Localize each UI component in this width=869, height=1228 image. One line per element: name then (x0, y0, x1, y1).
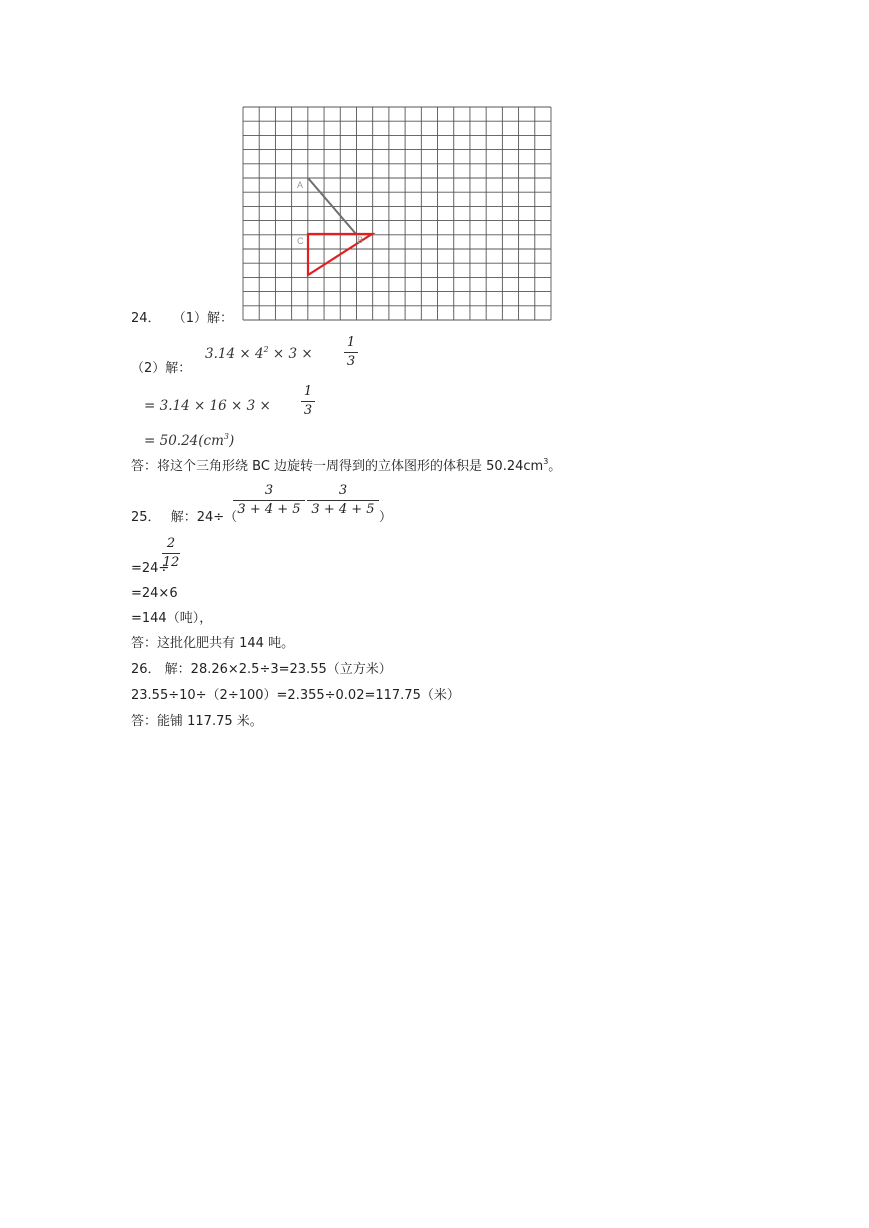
q24-part2: （2）解： (131, 361, 192, 376)
q24-heading (131, 312, 233, 325)
fraction-bar (233, 500, 305, 501)
label-b: B (357, 235, 364, 245)
grid-figure (242, 106, 552, 322)
q24-line1-exp: 2 (263, 345, 269, 354)
q25-lead: 解：24÷（ (170, 510, 238, 525)
q25-step3: =144（吨）， (131, 611, 213, 626)
q25-step1: =24÷ (131, 561, 170, 576)
fraction-denominator: 3 (303, 403, 313, 418)
fraction-numerator: 1 (346, 335, 356, 350)
q24-answer-suffix: 。 (548, 459, 562, 474)
q25-step1-fraction (162, 536, 180, 571)
q24-line3-expr: = 50.24(cm (144, 433, 224, 449)
q25-fraction-1 (233, 483, 305, 518)
q25-heading (131, 511, 237, 524)
fraction-numerator: 2 (166, 536, 176, 551)
fraction-denominator: 3 (346, 354, 356, 369)
fraction-denominator: 3 + 4 + 5 (311, 502, 375, 517)
label-c: C (297, 236, 304, 246)
q24-line3 (144, 432, 235, 449)
fraction-denominator: 12 (162, 555, 180, 570)
q26-answer: 答：能铺 117.75 米。 (131, 714, 263, 729)
label-a: A (297, 180, 304, 190)
q26-line2: 23.55÷10÷（2÷100）=2.355÷0.02=117.75（米） (131, 688, 460, 703)
q24-part1: （1）解： (172, 311, 233, 326)
q24-line1 (205, 345, 313, 362)
fraction-numerator: 3 (264, 483, 274, 498)
grid-lines (243, 107, 551, 320)
q24-line2: = 3.14 × 16 × 3 × (144, 398, 271, 414)
q25-step2: =24×6 (131, 586, 178, 601)
q26-line1: 26． 解：28.26×2.5÷3=23.55（立方米） (131, 662, 392, 677)
q24-number: 24． (131, 311, 161, 326)
fraction-bar (344, 352, 358, 353)
q24-line1-fraction (344, 335, 358, 370)
q24-line3-close: ) (228, 433, 235, 449)
q24-answer-text: 答：将这个三角形绕 BC 边旋转一周得到的立体图形的体积是 50.24cm (131, 459, 544, 474)
fraction-denominator: 3 + 4 + 5 (237, 502, 301, 517)
q25-close: ） (379, 510, 393, 525)
fraction-numerator: 3 (338, 483, 348, 498)
fraction-numerator: 1 (303, 384, 313, 399)
q24-answer-exp: 3 (543, 457, 549, 466)
q25-fraction-2 (307, 483, 379, 518)
fraction-bar (162, 553, 180, 554)
q25-answer: 答：这批化肥共有 144 吨。 (131, 636, 295, 651)
q25-number: 25． (131, 510, 161, 525)
q24-line3-exp: 3 (223, 432, 229, 441)
q24-line1-expr: 3.14 × 4 (205, 346, 264, 362)
fraction-bar (307, 500, 379, 501)
q24-answer (131, 457, 562, 474)
q24-line2-fraction (301, 384, 315, 419)
q24-line1-tail: × 3 × (268, 346, 313, 362)
fraction-bar (301, 401, 315, 402)
